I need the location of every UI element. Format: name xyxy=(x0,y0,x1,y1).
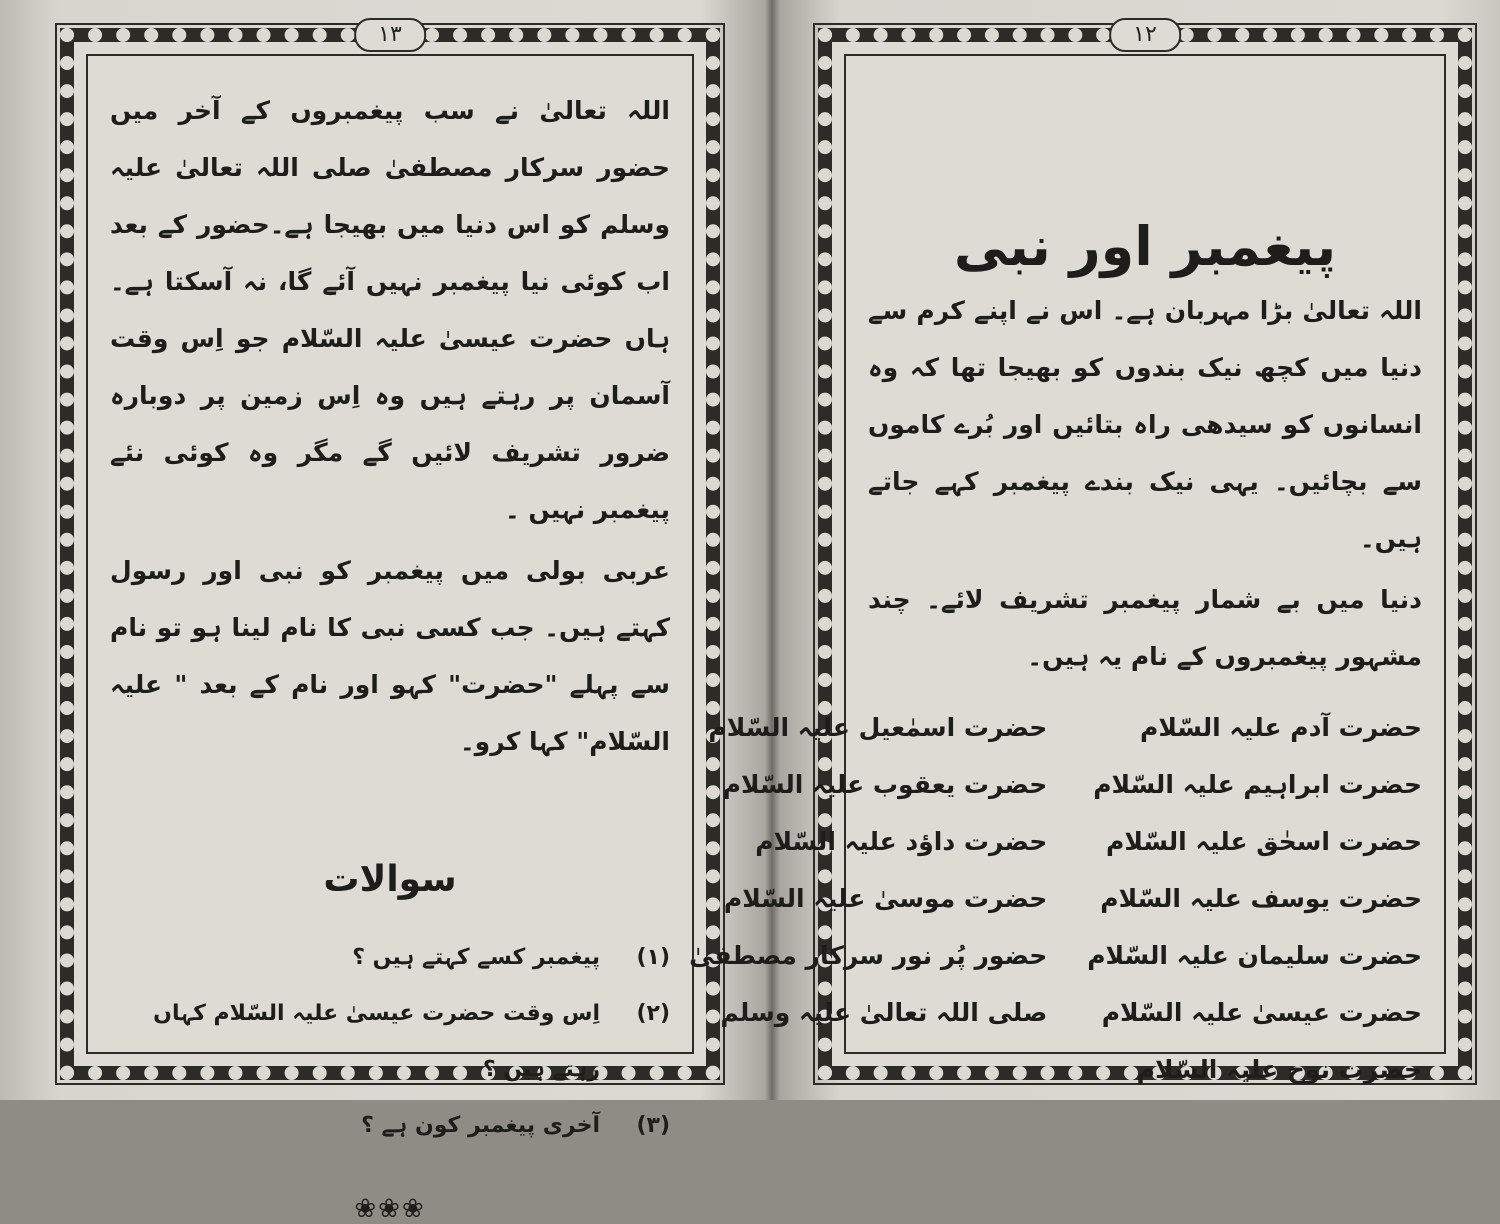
list-item: حضرت عیسیٰ علیہ السّلام xyxy=(1101,998,1422,1027)
list-item: حضرت داؤد علیہ السّلام xyxy=(755,827,1048,856)
question-item xyxy=(110,986,670,1098)
list-item: حضرت اسحٰق علیہ السّلام xyxy=(1106,827,1422,856)
question-number: (۱) xyxy=(636,945,670,970)
list-item: حضرت نوح علیہ السّلام xyxy=(1136,1055,1422,1084)
question-text: پیغمبر کسے کہتے ہیں ؟ xyxy=(352,945,600,970)
list-item: صلی اللہ تعالیٰ علیہ وسلم xyxy=(720,998,1048,1027)
questions-heading: سوالات xyxy=(323,859,457,900)
list-item: حضرت آدم علیہ السّلام xyxy=(1140,713,1422,742)
names-column-1 xyxy=(1087,699,1422,1098)
names-column-2 xyxy=(689,699,1047,1098)
page-title: پیغمبر اور نبی xyxy=(953,215,1337,278)
list-item: حضرت یعقوب علیہ السّلام xyxy=(722,770,1048,799)
page-13 xyxy=(60,22,720,1224)
list-item: حضرت ابراہیم علیہ السّلام xyxy=(1093,770,1422,799)
list-item: حضور پُر نور سرکار مصطفیٰ xyxy=(689,941,1048,970)
page-12 xyxy=(689,22,1472,1084)
questions-list xyxy=(110,930,670,1154)
page-12-content xyxy=(689,212,1422,1084)
list-item: حضرت موسیٰ علیہ السّلام xyxy=(723,884,1048,913)
page-number: ۱۲ xyxy=(1109,18,1181,52)
paragraph: دنیا میں بے شمار پیغمبر تشریف لائے۔ چند مشہور پیغمبروں کے نام یہ ہیں۔ xyxy=(868,585,1422,671)
question-text: آخری پیغمبر کون ہے ؟ xyxy=(361,1113,600,1138)
ornament-icon: ❀❀❀ xyxy=(354,1194,426,1224)
question-item xyxy=(110,930,670,986)
page-13-content xyxy=(110,82,670,1224)
question-number: (۳) xyxy=(636,1113,670,1138)
list-item: حضرت یوسف علیہ السّلام xyxy=(1100,884,1422,913)
question-text: اِس وقت حضرت عیسیٰ علیہ السّلام کہاں رہتے ہیں ؟ xyxy=(153,1001,600,1082)
prophet-names-list xyxy=(689,699,1422,1098)
page-number: ۱۳ xyxy=(354,18,426,52)
question-number: (۲) xyxy=(636,1001,670,1026)
list-item: حضرت اسمٰعیل علیہ السّلام xyxy=(708,713,1048,742)
question-item xyxy=(110,1098,670,1154)
paragraph: اللہ تعالیٰ نے سب پیغمبروں کے آخر میں حضور سرکار مصطفیٰ صلی اللہ تعالیٰ علیہ وسلم کو اس دنیا میں بھیجا ہے۔حضور کے بعد اب کوئی نیا پیغمبر نہیں آئے گا، نہ آسکتا ہے۔ ہاں حضرت عیسیٰ علیہ السّلام جو اِس وقت آسمان پر رہتے ہیں وہ اِس زمین پر دوبارہ ضرور تشریف لائیں گے مگر وہ کوئی نئے پیغمبر نہیں ۔ xyxy=(110,96,670,524)
list-item: حضرت سلیمان علیہ السّلام xyxy=(1087,941,1422,970)
paragraph: اللہ تعالیٰ بڑا مہربان ہے۔ اس نے اپنے کرم سے دنیا میں کچھ نیک بندوں کو بھیجا تھا کہ وہ انسانوں کو سیدھی راہ بتائیں اور بُرے کاموں سے بچائیں۔ یہی نیک بندے پیغمبر کہے جاتے ہیں۔ xyxy=(868,296,1422,553)
paragraph: عربی بولی میں پیغمبر کو نبی اور رسول کہتے ہیں۔ جب کسی نبی کا نام لینا ہو تو نام سے پہلے "حضرت" کہو اور نام کے بعد " علیہ السّلام" کہا کرو۔ xyxy=(110,556,670,756)
